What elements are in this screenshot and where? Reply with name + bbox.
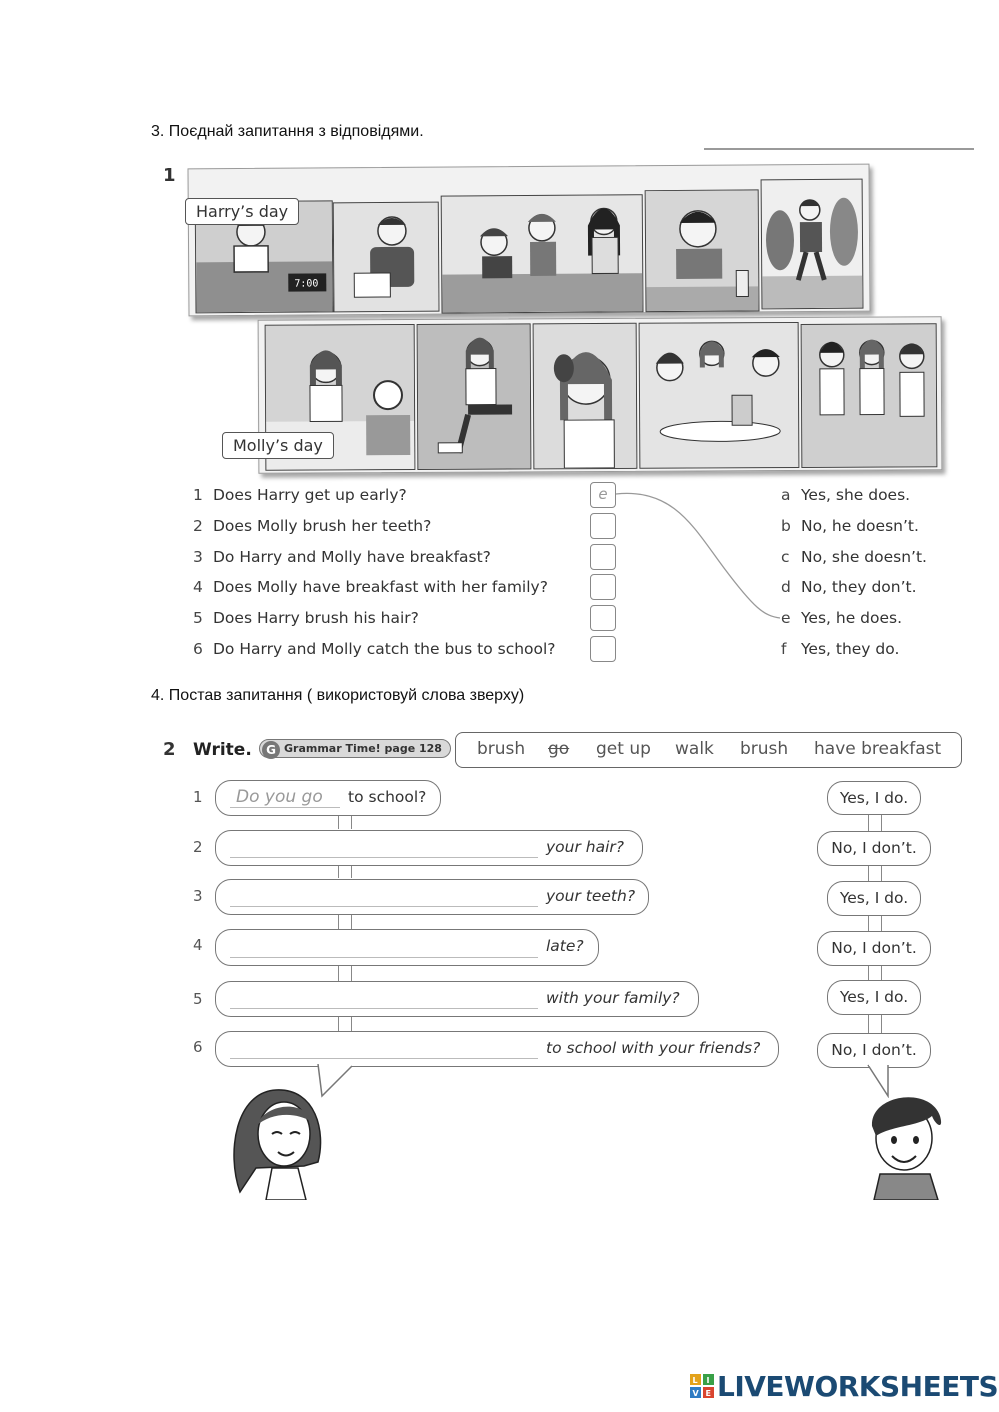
boy-illustration — [860, 1086, 950, 1200]
bubble-connector — [338, 965, 352, 981]
answer-a: a Yes, she does. — [781, 486, 911, 504]
row-number: 1 — [193, 788, 203, 806]
bubble-connector — [338, 914, 352, 929]
answer-box-4[interactable] — [590, 574, 616, 600]
word-get-up: get up — [596, 739, 651, 759]
question-bubble-6 — [215, 1031, 779, 1067]
harry-breakfast-picture — [441, 194, 644, 313]
write-line — [230, 807, 340, 808]
write-line[interactable] — [230, 1008, 538, 1009]
question-1: 1 Does Harry get up early? — [193, 486, 407, 504]
row-number: 4 — [193, 936, 203, 954]
molly-breakfast-with-family-picture — [639, 322, 800, 469]
answer-box-1[interactable]: e — [590, 482, 616, 508]
word-walk: walk — [675, 739, 714, 759]
molly-getting-dressed-picture — [417, 323, 532, 470]
question-bubble-3 — [215, 879, 649, 915]
liveworksheets-mark-icon — [690, 1374, 714, 1398]
question-3: 3 Do Harry and Molly have breakfast? — [193, 548, 491, 566]
question-bubble-4 — [215, 929, 599, 966]
bubble-suffix: your teeth? — [546, 887, 636, 905]
svg-text:V: V — [692, 1389, 699, 1398]
clock-display: 7:00 — [294, 278, 319, 290]
answer-box-6[interactable] — [590, 636, 616, 662]
brand-text: LIVEWORKSHEETS — [717, 1370, 999, 1403]
grammar-time-reference: G Grammar Time! page 128 — [259, 739, 451, 758]
question-bubble-2 — [215, 830, 643, 866]
bubble-connector — [338, 864, 352, 878]
svg-text:E: E — [705, 1389, 711, 1398]
reply-bubble-6: No, I don’t. — [817, 1033, 931, 1068]
write-line[interactable] — [230, 906, 538, 907]
exercise-2-number: 2 — [163, 739, 176, 760]
reply-connector — [868, 1013, 882, 1033]
liveworksheets-logo — [690, 1370, 998, 1403]
mollys-day-label: Molly’s day — [222, 432, 334, 459]
example-match-line — [614, 488, 784, 624]
answer-c: c No, she doesn’t. — [781, 548, 927, 566]
divider-line — [704, 148, 974, 150]
bubble-suffix: your hair? — [546, 838, 625, 856]
write-line[interactable] — [230, 857, 538, 858]
bubble-suffix: with your family? — [546, 989, 680, 1007]
question-4: 4 Does Molly have breakfast with her family? — [193, 578, 548, 596]
word-brush-1: brush — [477, 739, 526, 759]
harry-brushing-teeth-picture — [645, 189, 760, 312]
word-brush-2: brush — [740, 739, 789, 759]
reply-connector — [868, 964, 882, 980]
word-go-crossed: go — [548, 739, 570, 759]
harrys-day-label: Harry’s day — [185, 198, 299, 225]
exercise-1-number: 1 — [163, 165, 176, 186]
answer-e: e Yes, he does. — [781, 609, 903, 627]
molly-going-to-school-picture — [801, 323, 938, 468]
harry-getting-dressed-picture — [333, 202, 440, 313]
bubble-suffix: to school with your friends? — [546, 1039, 761, 1057]
answer-f: f Yes, they do. — [781, 640, 900, 658]
answer-box-3[interactable] — [590, 544, 616, 570]
question-bubble-5 — [215, 981, 699, 1017]
exercise-2-title: Write. — [193, 740, 252, 760]
molly-brushing-hair-picture — [533, 323, 638, 470]
reply-connector — [868, 914, 882, 931]
answer-b: b No, he doesn’t. — [781, 517, 919, 535]
reply-bubble-4: No, I don’t. — [817, 931, 931, 966]
word-have-breakfast: have breakfast — [814, 739, 942, 759]
molly-picture-strip — [258, 316, 943, 474]
girl-illustration — [226, 1082, 336, 1200]
question-bubble-1 — [215, 780, 441, 816]
bubble-suffix: late? — [546, 937, 584, 955]
example-answer: Do you go — [236, 787, 323, 807]
bubble-connector — [338, 1016, 352, 1031]
question-2: 2 Does Molly brush her teeth? — [193, 517, 432, 535]
question-6: 6 Do Harry and Molly catch the bus to school? — [193, 640, 556, 658]
row-number: 5 — [193, 990, 203, 1008]
bubble-connector — [338, 815, 352, 829]
task-3-instruction: 3. Поєднай запитання з відповідями. — [151, 123, 424, 140]
task-4-instruction: 4. Постав запитання ( використовуй слова зверху) — [151, 687, 525, 704]
write-line[interactable] — [230, 957, 538, 958]
harry-picture-strip — [187, 164, 870, 317]
row-number: 2 — [193, 838, 203, 856]
answer-d: d No, they don’t. — [781, 578, 917, 596]
reply-connector — [868, 864, 882, 881]
row-number: 3 — [193, 887, 203, 905]
reply-bubble-1: Yes, I do. — [827, 781, 921, 815]
reply-connector — [868, 813, 882, 831]
reply-bubble-5: Yes, I do. — [827, 980, 921, 1015]
grammar-g-icon: G — [262, 741, 280, 759]
svg-text:L: L — [692, 1376, 698, 1385]
harry-walking-to-school-picture — [761, 179, 864, 310]
svg-text:I: I — [706, 1376, 709, 1385]
row-number: 6 — [193, 1038, 203, 1056]
answer-box-5[interactable] — [590, 605, 616, 631]
write-line[interactable] — [230, 1058, 538, 1059]
answer-box-2[interactable] — [590, 513, 616, 539]
bubble-suffix: to school? — [348, 788, 427, 806]
reply-bubble-3: Yes, I do. — [827, 881, 921, 916]
reply-bubble-2: No, I don’t. — [817, 831, 931, 866]
question-5: 5 Does Harry brush his hair? — [193, 609, 419, 627]
